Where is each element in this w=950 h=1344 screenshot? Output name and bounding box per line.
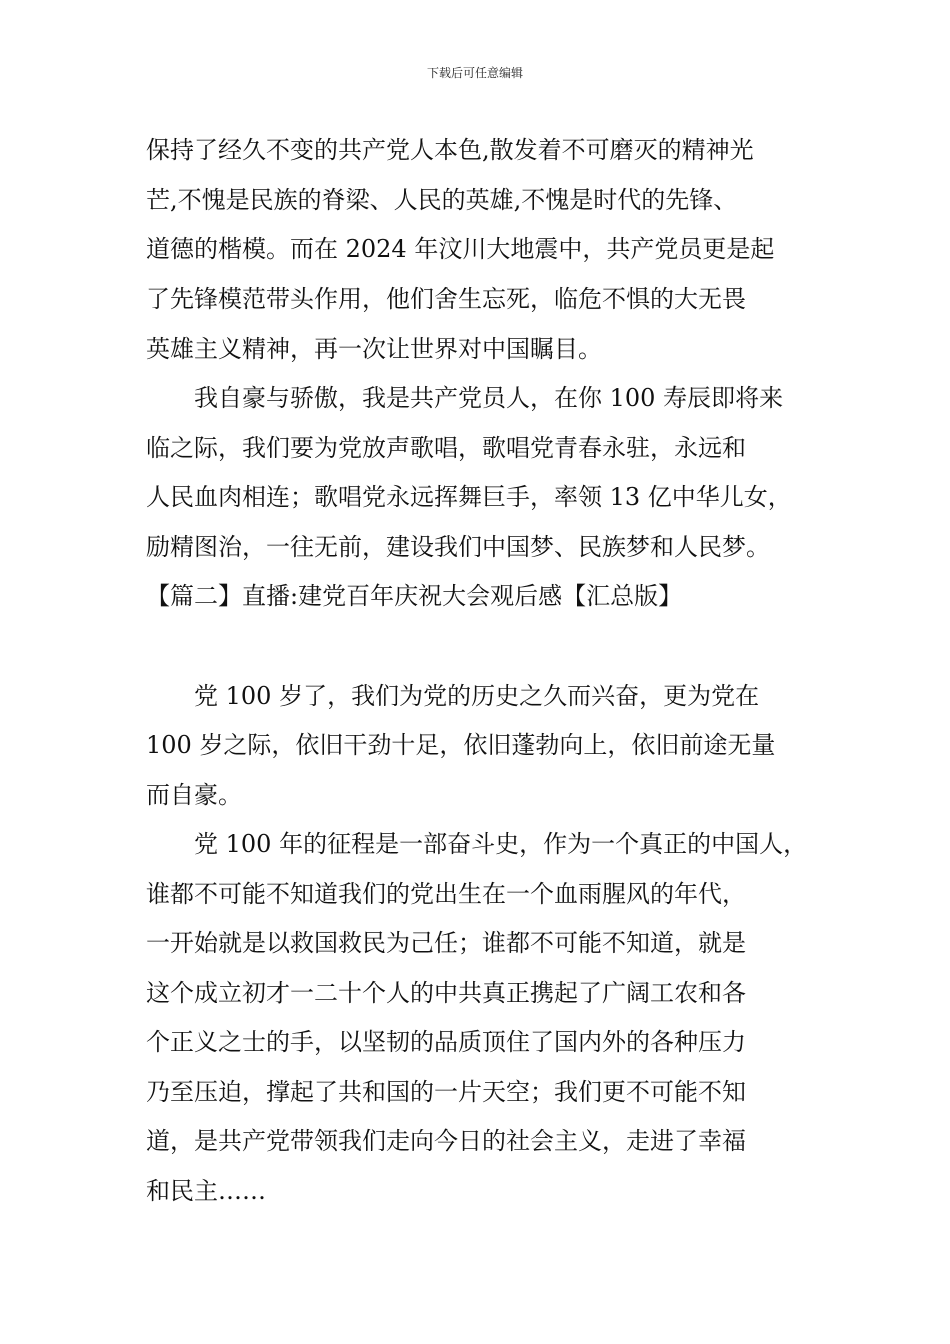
body-line: 谁都不可能不知道我们的党出生在一个血雨腥风的年代， xyxy=(146,880,746,908)
body-line: 而自豪。 xyxy=(146,781,242,809)
section-heading: 【篇二】直播:建党百年庆祝大会观后感【汇总版】 xyxy=(146,582,683,610)
body-line: 临之际，我们要为党放声歌唱，歌唱党青春永驻，永远和 xyxy=(146,434,746,462)
paragraph-first-line: 党 100 岁了，我们为党的历史之久而兴奋，更为党在 xyxy=(194,682,760,710)
page-header: 下载后可任意编辑 xyxy=(426,66,523,80)
body-line: 英雄主义精神，再一次让世界对中国瞩目。 xyxy=(146,335,602,363)
body-line: 了先锋模范带头作用，他们舍生忘死，临危不惧的大无畏 xyxy=(146,285,746,313)
body-line: 保持了经久不变的共产党人本色,散发着不可磨灭的精神光 xyxy=(146,136,754,164)
paragraph-first-line: 党 100 年的征程是一部奋斗史，作为一个真正的中国人， xyxy=(194,830,808,858)
body-line: 个正义之士的手，以坚韧的品质顶住了国内外的各种压力 xyxy=(146,1028,746,1056)
body-line: 100 岁之际，依旧干劲十足，依旧蓬勃向上，依旧前途无量 xyxy=(146,731,776,759)
body-line: 和民主…… xyxy=(146,1177,266,1205)
body-line: 人民血肉相连；歌唱党永远挥舞巨手，率领 13 亿中华儿女， xyxy=(146,483,792,511)
paragraph-first-line: 我自豪与骄傲，我是共产党员人，在你 100 寿辰即将来 xyxy=(194,384,784,412)
body-line: 道德的楷模。而在 2024 年汶川大地震中，共产党员更是起 xyxy=(146,235,775,263)
body-line: 励精图治，一往无前，建设我们中国梦、民族梦和人民梦。 xyxy=(146,533,770,561)
body-line: 芒,不愧是民族的脊梁、人民的英雄,不愧是时代的先锋、 xyxy=(146,186,738,214)
body-line: 乃至压迫，撑起了共和国的一片天空；我们更不可能不知 xyxy=(146,1078,746,1106)
body-line: 道，是共产党带领我们走向今日的社会主义，走进了幸福 xyxy=(146,1127,746,1155)
body-line: 一开始就是以救国救民为己任；谁都不可能不知道，就是 xyxy=(146,929,746,957)
body-line: 这个成立初才一二十个人的中共真正携起了广阔工农和各 xyxy=(146,979,746,1007)
